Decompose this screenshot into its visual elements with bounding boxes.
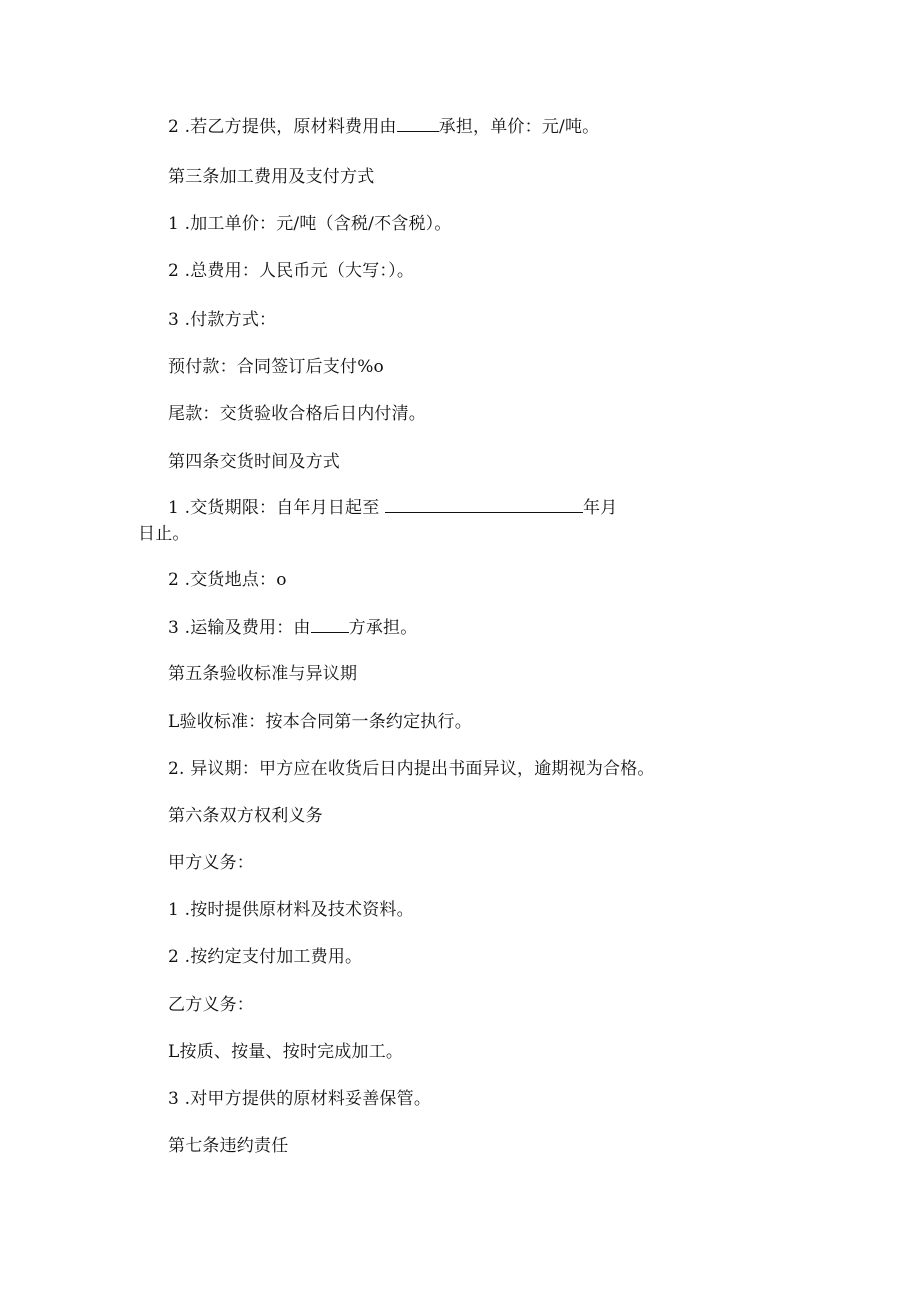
article-3-heading: 第三条加工费用及支付方式 xyxy=(168,167,375,187)
final-payment-line: 尾款：交货验收合格后日内付清。 xyxy=(168,404,426,424)
clause-text: 方承担。 xyxy=(348,618,418,638)
party-b-obligations-heading: 乙方义务： xyxy=(168,995,254,1015)
clause-2-2-raw-material-cost xyxy=(168,116,599,138)
clause-3-3-payment-method: 3 .付款方式： xyxy=(168,310,277,330)
fill-in-blank xyxy=(397,116,439,132)
party-a-obligation-1: 1 .按时提供原材料及技术资料。 xyxy=(168,900,414,920)
clause-text: 年月 xyxy=(583,498,618,518)
clause-text: 1 .交货期限：自年月日起至 xyxy=(168,498,380,518)
clause-4-3-transport-cost xyxy=(168,617,417,639)
party-a-obligation-2: 2 .按约定支付加工费用。 xyxy=(168,947,363,967)
clause-4-1-delivery-period xyxy=(138,495,698,547)
article-7-heading: 第七条违约责任 xyxy=(168,1136,289,1156)
article-5-heading: 第五条验收标准与异议期 xyxy=(168,664,358,684)
clause-text: 3 .运输及费用：由 xyxy=(168,618,311,638)
fill-in-blank xyxy=(385,497,583,513)
clause-text: 承担，单价：元/吨。 xyxy=(438,117,600,137)
clause-text: 日止。 xyxy=(138,524,190,544)
clause-3-2-total-cost: 2 .总费用：人民币元（大写：）。 xyxy=(168,261,415,281)
party-b-obligation-1: L按质、按量、按时完成加工。 xyxy=(168,1042,404,1062)
clause-4-2-delivery-place: 2 .交货地点：o xyxy=(168,570,287,590)
party-b-obligation-3: 3 .对甲方提供的原材料妥善保管。 xyxy=(168,1089,432,1109)
clause-5-1-acceptance-standard: L验收标准：按本合同第一条约定执行。 xyxy=(168,712,472,732)
article-4-heading: 第四条交货时间及方式 xyxy=(168,452,340,472)
clause-5-2-objection-period: 2. 异议期：甲方应在收货后日内提出书面异议，逾期视为合格。 xyxy=(168,759,655,779)
prepayment-line: 预付款：合同签订后支付%o xyxy=(168,357,384,377)
clause-text: 2 .若乙方提供，原材料费用由 xyxy=(168,117,397,137)
party-a-obligations-heading: 甲方义务： xyxy=(168,853,254,873)
article-6-heading: 第六条双方权利义务 xyxy=(168,806,323,826)
fill-in-blank xyxy=(311,617,349,633)
clause-3-1-unit-price: 1 .加工单价：元/吨（含税/不含税）。 xyxy=(168,214,452,234)
